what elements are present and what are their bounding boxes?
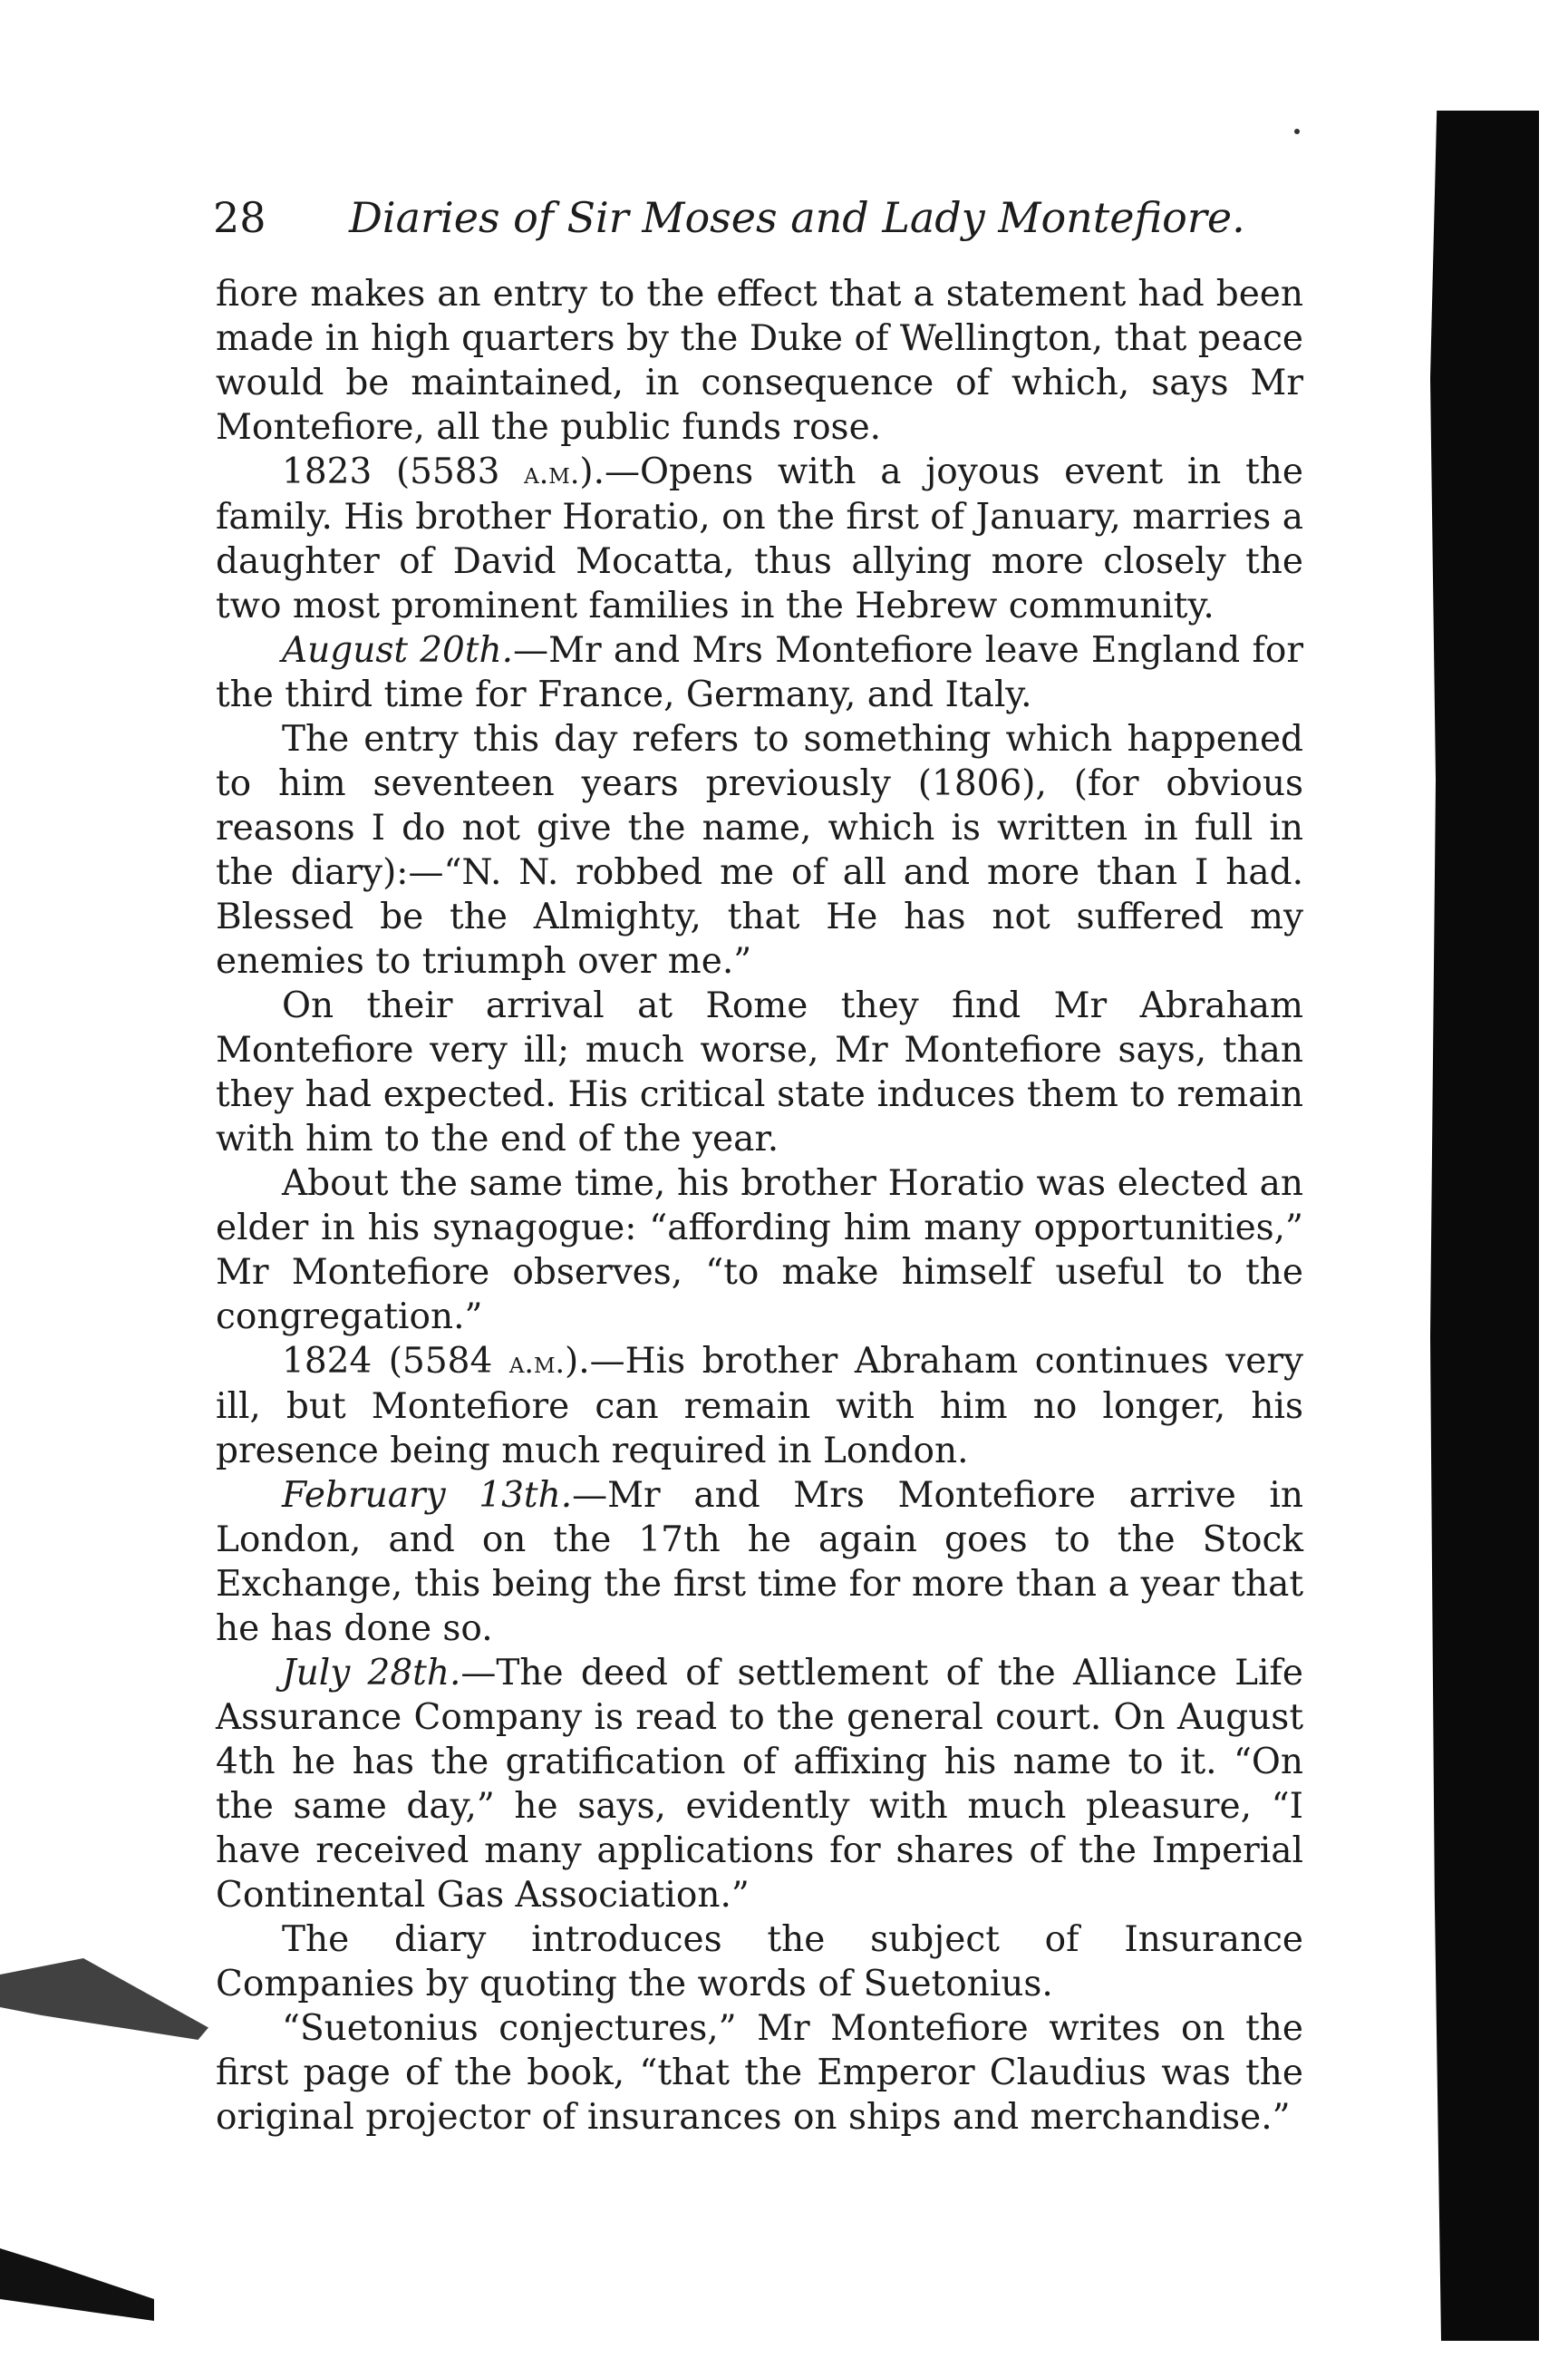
entry-date: 1823 (5583 bbox=[282, 451, 525, 492]
paragraph-5: On their arrival at Rome they find Mr Abraham Montefiore very ill; much worse, Mr Montefiore says, than they had expected. His critical state induces them to remain with him to the end of the year. bbox=[216, 985, 1303, 1160]
era-abbrev: a.m. bbox=[524, 455, 580, 490]
entry-text: —Mr and Mrs Montefiore leave England for the third time for France, Germany, and Italy. bbox=[216, 630, 1304, 715]
running-header bbox=[213, 190, 1301, 245]
entry-text: —Mr and Mrs Montefiore arrive in London, and on the 17th he again goes to the Stock Exchange, this being the first time for more than a year that he has done so. bbox=[216, 1475, 1303, 1649]
paragraph-3 bbox=[216, 628, 1303, 717]
entry-text: ).—Opens with a joyous event in the family. His brother Horatio, on the first of January, marries a daughter of David Mocatta, thus allying more closely the two most prominent families in the Hebrew community. bbox=[216, 451, 1304, 626]
paragraph-8 bbox=[216, 1473, 1303, 1651]
paragraph-9 bbox=[216, 1651, 1303, 1917]
running-title: Diaries of Sir Moses and Lady Montefiore. bbox=[349, 193, 1245, 242]
page-number: 28 bbox=[213, 193, 266, 242]
entry-text: ).—His brother Abraham continues very ill, but Montefiore can remain with him no longer, his presence being much required in London. bbox=[216, 1341, 1303, 1471]
body-text bbox=[216, 272, 1303, 2140]
paragraph-1: fiore makes an entry to the effect that a statement had been made in high quarters by the Duke of Wellington, that peace would be maintained, in consequence of which, says Mr Montefiore, all the public funds rose. bbox=[216, 274, 1303, 448]
scan-speck bbox=[1294, 129, 1300, 134]
entry-date: 1824 (5584 bbox=[282, 1341, 509, 1382]
entry-date: July 28th. bbox=[282, 1653, 461, 1694]
scan-smudge bbox=[0, 1958, 208, 2040]
era-abbrev: a.m. bbox=[508, 1344, 566, 1380]
entry-date: August 20th. bbox=[282, 630, 514, 671]
paragraph-6: About the same time, his brother Horatio was elected an elder in his synagogue: “affording him many opportunities,” Mr Montefiore observes, “to make himself useful to the congregation.” bbox=[216, 1163, 1303, 1337]
paragraph-10: The diary introduces the subject of Insurance Companies by quoting the words of Suetonius. bbox=[216, 1919, 1303, 2004]
paragraph-4: The entry this day refers to something which happened to him seventeen years previously (1806), (for obvious reasons I do not give the name, which is written in full in the diary):—“N. N. robbed me of all and more than I had. Blessed be the Almighty, that He has not suffered my enemies to triumph over me.” bbox=[216, 719, 1303, 982]
paragraph-7 bbox=[216, 1339, 1303, 1473]
entry-text: —The deed of settlement of the Alliance Life Assurance Company is read to the general court. On August 4th he has the gratification of affixing his name to it. “On the same day,” he says, evidently with much pleasure, “I have received many applications for shares of the Imperial Continental Gas Association.” bbox=[216, 1653, 1304, 1916]
scan-edge-shadow bbox=[1430, 111, 1539, 2341]
entry-date: February 13th. bbox=[282, 1475, 573, 1516]
scan-smudge bbox=[0, 2248, 154, 2321]
paragraph-2 bbox=[216, 450, 1303, 628]
paragraph-11: “Suetonius conjectures,” Mr Montefiore writes on the first page of the book, “that the Emperor Claudius was the original projector of insurances on ships and merchandise.” bbox=[216, 2008, 1303, 2138]
